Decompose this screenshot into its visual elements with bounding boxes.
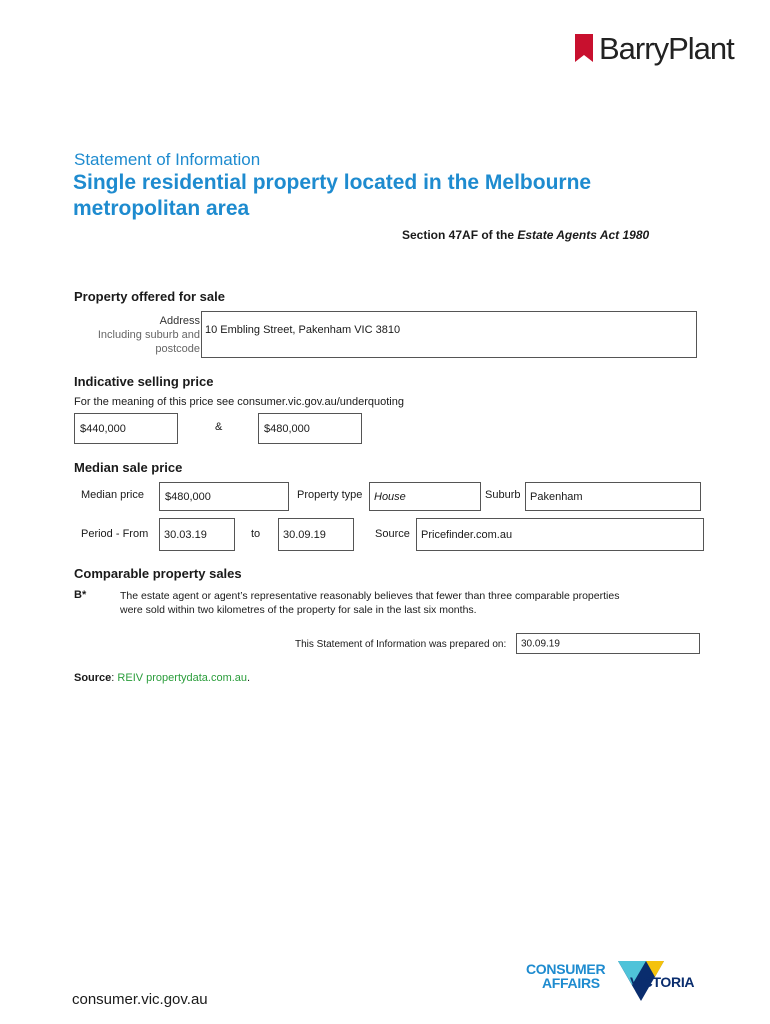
section-act: Estate Agents Act 1980 (517, 228, 650, 242)
reiv-link[interactable]: REIV propertydata.com.au (117, 672, 248, 684)
price-high-value: $480,000 (264, 422, 310, 435)
price-low-value: $440,000 (80, 422, 126, 435)
address-field[interactable] (201, 311, 697, 358)
statement-of-information-label: Statement of Information (74, 150, 261, 169)
suburb-value: Pakenham (530, 490, 583, 503)
period-to-field[interactable] (278, 518, 354, 551)
to-label: to (251, 528, 261, 540)
section-prefix: Section 47AF of the (402, 228, 518, 242)
source-footer (74, 672, 250, 684)
suburb-label: Suburb (485, 489, 521, 501)
prepared-on-value: 30.09.19 (521, 638, 560, 649)
comparable-text (120, 589, 619, 617)
source-footer-label: Source (74, 672, 112, 684)
source-footer-dot: . (247, 672, 251, 684)
address-label-line-1: Address (159, 315, 200, 327)
property-type-value: House (374, 490, 406, 503)
comparable-heading: Comparable property sales (74, 566, 242, 581)
page-title-line-2: metropolitan area (73, 197, 250, 220)
address-value: 10 Embling Street, Pakenham VIC 3810 (205, 324, 401, 336)
cav-line-3: VICTORIA (630, 974, 695, 990)
cav-line-2: AFFAIRS (542, 975, 600, 991)
comparable-text-line-1: The estate agent or agent’s representative reasonably believes that fewer than three comparable properties (120, 590, 620, 602)
prepared-on-label: This Statement of Information was prepared on: (295, 639, 507, 650)
comparable-text-line-2: were sold within two kilometres of the property for sale in the last six months. (120, 604, 477, 616)
cav-line-1: CONSUMER (526, 961, 606, 977)
source-footer-colon: : (111, 672, 118, 684)
page-title-line-1: Single residential property located in the Melbourne (73, 171, 592, 194)
address-label (60, 314, 200, 356)
consumer-affairs-victoria-logo (526, 957, 706, 1007)
barry-plant-logo (573, 32, 743, 68)
price-high-field[interactable] (258, 413, 362, 444)
price-low-field[interactable] (74, 413, 178, 444)
address-label-line-2: Including suburb and (97, 329, 200, 341)
ampersand: & (215, 421, 223, 433)
period-from-value: 30.03.19 (164, 528, 207, 541)
address-label-line-3: postcode (155, 343, 200, 355)
period-label: Period - From (81, 528, 149, 540)
barry-plant-logo-mark (573, 34, 595, 62)
indicative-heading: Indicative selling price (74, 374, 214, 389)
property-type-field[interactable] (369, 482, 481, 511)
property-heading: Property offered for sale (74, 289, 225, 304)
comparable-marker: B* (74, 589, 87, 601)
median-heading: Median sale price (74, 460, 183, 475)
barry-plant-logo-text: BarryPlant (599, 31, 734, 66)
period-from-field[interactable] (159, 518, 235, 551)
source-field[interactable] (416, 518, 704, 551)
suburb-field[interactable] (525, 482, 701, 511)
source-label: Source (375, 528, 410, 540)
period-to-value: 30.09.19 (283, 528, 326, 541)
prepared-on-field[interactable] (516, 633, 700, 654)
median-price-label: Median price (81, 489, 144, 501)
median-price-value: $480,000 (165, 490, 211, 503)
property-type-label: Property type (297, 489, 363, 501)
section-reference (402, 228, 649, 242)
underquoting-note: For the meaning of this price see consumer.vic.gov.au/underquoting (74, 396, 404, 408)
footer-url[interactable]: consumer.vic.gov.au (72, 991, 208, 1008)
median-price-field[interactable] (159, 482, 289, 511)
source-value: Pricefinder.com.au (421, 528, 513, 541)
